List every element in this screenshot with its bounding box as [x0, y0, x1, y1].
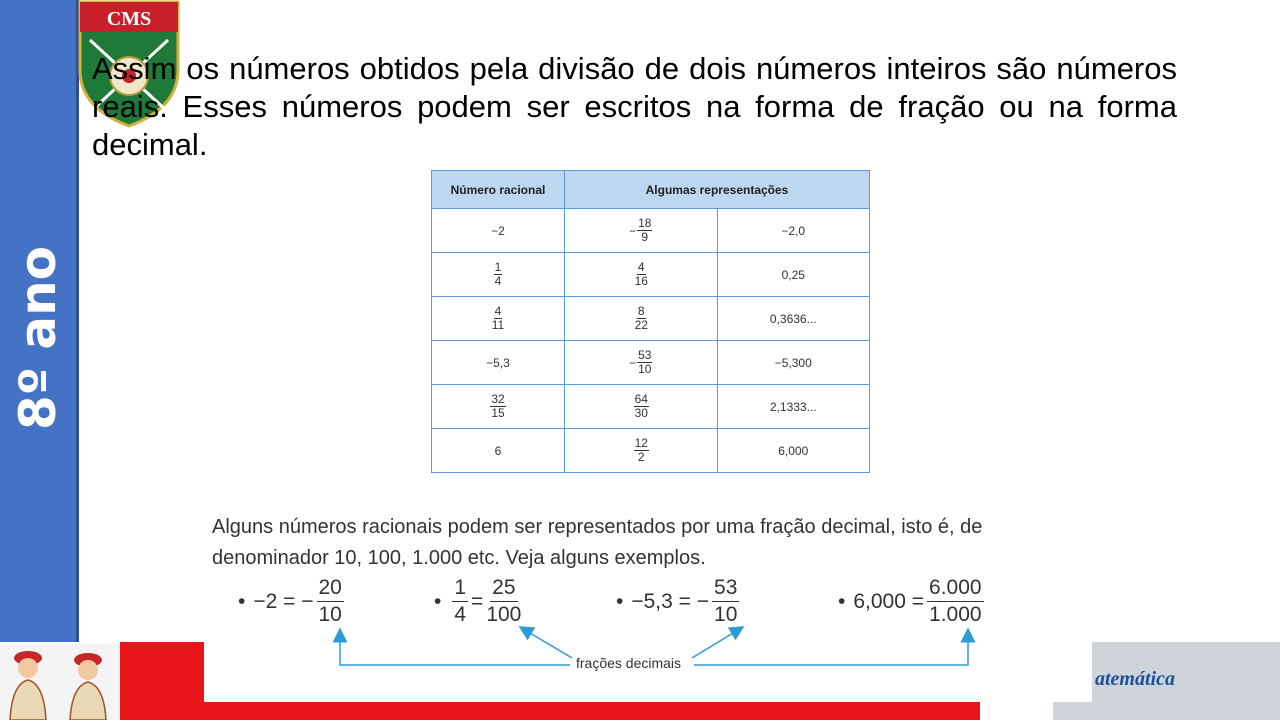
- emblem-letters: CMS: [106, 8, 152, 30]
- fraction-cell: $\frac{64}{30}$: [565, 385, 718, 429]
- table-row: [432, 385, 870, 429]
- subject-tag: atemática: [1095, 668, 1175, 690]
- fraction-cell: − $\frac{53}{10}$: [565, 341, 718, 385]
- bullet-icon: •: [838, 589, 846, 613]
- example-item: • −5,3 = − $\frac{53}{10}$: [616, 576, 738, 626]
- cadets-icon: [0, 644, 120, 720]
- header-rational: Número racional: [432, 171, 565, 209]
- fraction-cell: − $\frac{18}{9}$: [565, 209, 718, 253]
- bullet-icon: •: [238, 589, 246, 613]
- grade-label: 8º ano: [9, 245, 67, 431]
- decimal-cell: 0,3636...: [717, 297, 870, 341]
- intro-heading: Assim os números obtidos pela divisão de dois números inteiros são números reais. Esses números podem ser escritos na forma de fração ou na forma decimal.: [92, 51, 1177, 162]
- decimal-fraction-paragraph: Alguns números racionais podem ser representados por uma fração decimal, isto é, de denominador 10, 100, 1.000 etc. Veja alguns exemplos.: [212, 516, 983, 569]
- representations-table: [431, 170, 870, 473]
- table-row: [432, 253, 870, 297]
- table-row: [432, 209, 870, 253]
- example-item: • $\frac{1}{4}$ = $\frac{25}{100}$: [434, 576, 522, 626]
- example-item: • −2 = − $\frac{20}{10}$: [238, 576, 342, 626]
- fraction-cell: $\frac{4}{16}$: [565, 253, 718, 297]
- rational-cell: 6: [432, 429, 565, 473]
- table-row: [432, 341, 870, 385]
- decimal-cell: 6,000: [717, 429, 870, 473]
- table-row: [432, 429, 870, 473]
- cadets-illustration: [0, 644, 120, 720]
- decimal-cell: 2,1333...: [717, 385, 870, 429]
- decimal-fractions-label: frações decimais: [576, 655, 682, 671]
- table-header-row: [432, 171, 870, 209]
- rational-cell: $\frac{4}{11}$: [432, 297, 565, 341]
- bullet-icon: •: [616, 589, 624, 613]
- bullet-icon: •: [434, 589, 442, 613]
- table-row: [432, 297, 870, 341]
- rational-cell: $\frac{1}{4}$: [432, 253, 565, 297]
- example-item: • 6,000 = $\frac{6.000}{1.000}$: [838, 576, 982, 626]
- rational-cell: $\frac{32}{15}$: [432, 385, 565, 429]
- side-bar: [0, 0, 79, 642]
- decimal-cell: −5,300: [717, 341, 870, 385]
- fraction-cell: $\frac{12}{2}$: [565, 429, 718, 473]
- decimal-cell: 0,25: [717, 253, 870, 297]
- header-representations: Algumas representações: [565, 171, 870, 209]
- rational-cell: −2: [432, 209, 565, 253]
- fraction-cell: $\frac{8}{22}$: [565, 297, 718, 341]
- rational-cell: −5,3: [432, 341, 565, 385]
- decimal-cell: −2,0: [717, 209, 870, 253]
